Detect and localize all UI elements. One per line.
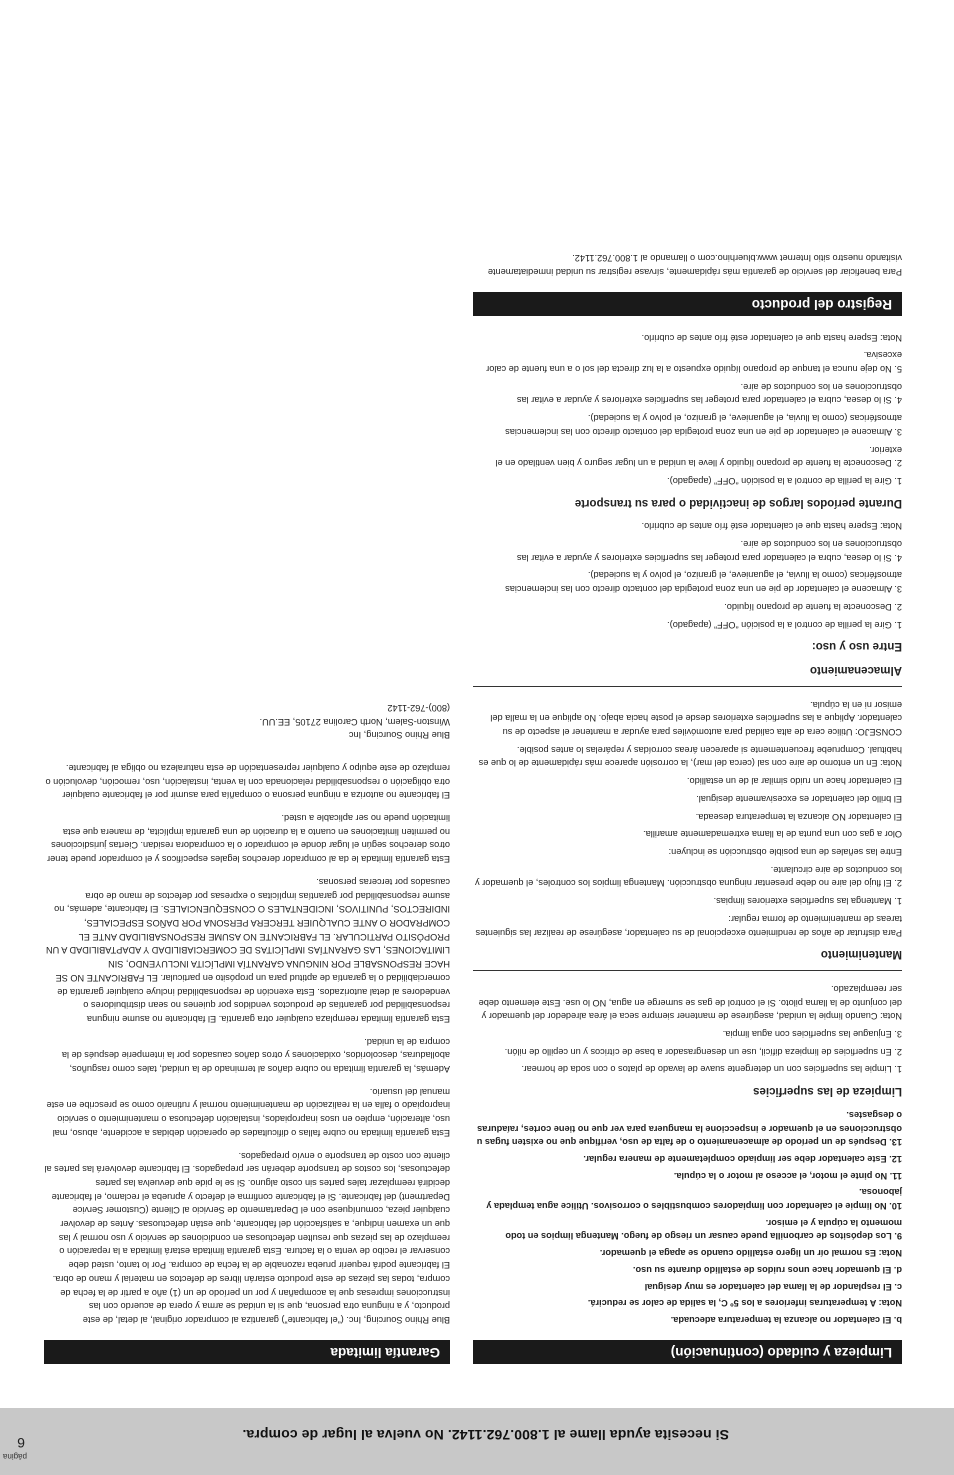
cleaning-title: Limpieza de las superficies [753, 1085, 902, 1098]
list-item: Nota: Espere hasta que el calentador esté frío antes de cubrirlo. [641, 332, 902, 343]
list-item: 1. Gire la perilla de control a la posición “OFF” (apagado). [667, 619, 902, 630]
list-item: 4. Si lo desea, cubra el calentador para proteger las superficies exteriores y ayudar a evitar las obstrucciones en los conductos de aire. [516, 381, 902, 406]
list-item: 2. Desconecte la fuente de propano líquido y lleve la unidad a un lugar seguro y bien ventilado en el exterior. [495, 444, 902, 469]
list-item: Esta garantía limitada le da al comprador derechos legales específicos y el comprador puede tener otros derechos según el lugar donde el comprador o la compradora residan. Ciertas jurisdicciones no permiten limitaciones en cuanto a la duración de una garantía implícita, de manera que esta limitación puede no ser aplicable a usted. [47, 813, 450, 865]
list-item: 1. Mantenga las superficies exteriores limpias. [713, 896, 902, 907]
list-item: 2. Desconecte la fuente de propano líquido. [724, 601, 902, 612]
list-item: 13. Después de un período de almacenamiento o de falta de uso, verifique que no existen fugas u obstrucciones en el quemador e inspeccione la manguera para ver que no tiene cortes, raíaduras o desgastes. [476, 1109, 902, 1148]
list-item: Esta garantía limitada reemplaza cualquier otra garantía. El fabricante no asume ninguna responsabilidad por garantías de productos vendidos por quienes no sean distribuidores o vendedores al detal autorizados. Esta exención de responsabilidad incluye cualquier garantía de comerciabilidad o la garantía de aptitud para un propósito en particular. EL FABRICANTE NO SE HACE RESPONSABLE POR NINGUNA GARANTÍA IMPLÍCITA INCLUYENDO, SIN LIMITACIONES, LAS GARANTÍAS IMPLÍCITAS DE COMERCIABILIDAD Y ADAPTABILIDAD A UN PROPÓSITO PARTICULAR. EL FABRICANTE NO ASUME RESPONSABILIDAD ANTE EL COMPRADOR O ANTE CUALQUIER TERCERA PERSONA POR DAÑOS ESPECIALES, INDIRECTOS, PUNITIVOS, INCIDENTALES O CONSEQUENCIALES. El fabricante, además, no asume responsabilidad por garantías implícitas o expresas por defectos de mano de obra causados por terceras personas. [45, 876, 450, 1024]
list-item: 1. Limpie las superficies con un detergente suave de lavado de platos o con soda de hornear. [521, 1064, 902, 1075]
list-item: Esta garantía limitada no cubre fallas o dificultades de operación debidas a accidente, abuso, mal uso, alteración, empleo en usos inapropiados, instalación defectuosa o mantenimiento o servicio inapropiado o falla en la realización de mantenimiento normal y rutinario como se prescribe en este manual del usuario. [46, 1086, 450, 1138]
column-care [473, 249, 902, 1364]
page-label: página [2, 1452, 27, 1461]
list-item: Nota: Es normal oír un ligero estallido cuando se apaga el quemador. [599, 1248, 902, 1259]
list-item: 12. Este calentador debe ser limpiado completamente de manera regular. [583, 1153, 902, 1164]
list-item: Blue Rhino Sourcing, Inc [348, 730, 450, 741]
long-title: Durante períodos largos de inactividad o para su transporte [574, 496, 902, 509]
long-list [473, 330, 902, 487]
care-header: Limpieza y cuidado (continuación) [473, 1340, 902, 1364]
list-item: 10. No limpie el calentador con limpiadores combustibles o corrosivos. Utilice agua templada y jabonosa. [486, 1187, 902, 1212]
list-item: Entre las señales de una posible obstrucción se incluyen: [668, 847, 902, 858]
list-item: Blue Rhino Sourcing, Inc. (“el fabricante”) garantiza al comprador original, al detal, de este producto, y a ninguna otra persona, que si la unidad se arma y opera de acuerdo con las instrucciones impresas que la acompañan y por un período de un (1) año a partir de la fecha de compra, todas las piezas de este producto estarán libres de defectos en material y mano de obra. El fabricante podrá requerir prueba razonable de la fecha de compra. Por lo tanto, usted debe conservar el recibo de venta o la factura. Esta garantía limitada estará limitada a la reparación o reemplazo de las piezas que resulten defectuosas en condiciones de servicio y uso normal y las que un examen indique, a satisfacción del fabricante, que están defectuosas. Antes de devolver cualquier pieza, comuníquese con el Departamento de Servicio al Cliente (Customer Service Department) del fabricante. Si el fabricante confirma el defecto y aprueba el reclamo, el fabricante decidirá reemplazar tales partes sin costo alguno. Si se le pide que devuelva las partes defectuosas, los costos de transporte deberán ser prepagados. El fabricante devolverá las partes al cliente con costo de transporte o envío prepagados. [44, 1150, 450, 1325]
list-item: (800)-762-1142 [387, 702, 450, 713]
list-item: El brillo del calentador es excesivamente desigual. [696, 793, 902, 804]
divider [473, 686, 902, 687]
warranty-paragraphs [44, 760, 450, 1326]
list-item: 2. En superficies de limpieza difícil, use un desengrasador a base de cítricos y un cepillo de nilón. [504, 1046, 902, 1057]
column-warranty [44, 700, 450, 1364]
list-item: 3. Almacene el calentador de pie en una zona protegida del contacto directo con las inclemencias atmosféricas (como la lluvia, el aguanieve, el granizo, el polvo y la suciedad). [505, 413, 902, 437]
list-item: d. El quemador hace unos ruidos de estallido durante su uso. [632, 1264, 902, 1275]
list-item: 3. Almacene el calentador de pie en una zona protegida del contacto directo con las inclemencias atmosféricas (como la lluvia, el aguanieve, el granizo, el polvo y la suciedad). [505, 570, 902, 595]
warranty-header: Garantía limitada [44, 1340, 450, 1364]
list-item: 4. Si lo desea, cubra el calentador para proteger las superficies exteriores y ayudar a evitar las obstrucciones en los conductos de aire. [516, 539, 902, 563]
list-item: Nota: Espere hasta que el calentador esté frío antes de cubrirlo. [641, 521, 902, 532]
storage-title: Almacenamiento [809, 663, 902, 676]
list-item: CONSEJO: Utilice cera de alta calidad para automóviles para ayudar a mantener el aspecto de su calentador. Aplique a las superficies exteriores desde el poste hacia abajo. No aplique en la malla del emisor ni en la cúpula. [490, 699, 902, 738]
registration-header: Registro del producto [473, 292, 902, 316]
between-list [473, 519, 902, 631]
list-item: Además, la garantía limitada no cubre daños al terminado de la unidad, tales como rasguños, abolladuras, descoloridos, oxidaciones y otros daños causados por la intemperie después de la compra de la unidad. [61, 1036, 450, 1075]
between-title: Entre uso y uso: [811, 640, 902, 653]
list-item: Para disfrutar de años de rendimiento excepcional de su calentador, asegúrese de realizar las siguientes tareas de mantenimiento de forma regular: [475, 913, 902, 938]
list-item: Olor a gas con una punta de la llama extremadamente amarilla. [643, 829, 902, 840]
list-item: c. El resplandor de la llama del calentador es muy desigual [644, 1281, 902, 1292]
cleaning-list [473, 981, 902, 1075]
list-item: Winston-Salem, North Carolina 27105, EE.UU. [259, 716, 450, 727]
page-number: 6 [17, 1435, 25, 1451]
footer-bar [0, 1408, 954, 1475]
list-item: 5. No deje nunca el tanque de propano líquido expuesto a la luz directa del sol o a una fuente de calor excesiva. [486, 350, 902, 375]
list-item: El fabricante no autoriza a ninguna persona o compañía para asumir por el fabricante cualquier otra obligación o responsabilidad relacionada con la venta, instalación, uso, remoción, devolución o remplazo de este equipo y cualquier representación de esta naturaleza no obliga al fabricante. [45, 762, 450, 801]
list-item: Nota: Cuando limpie la unidad, asegúrese de mantener siempre seca el área alrededor del quemador y del conjunto de la llama piloto. Si el control de gas se sumerge en agua, NO lo use. Este elemento debe ser reemplazado. [478, 983, 902, 1022]
maintenance-list [473, 697, 902, 939]
list-item: 3. Enjuague las superficies con agua limpia. [722, 1029, 902, 1040]
list-item: El calentador hace un ruido similar al de un estallido. [686, 776, 902, 787]
list-item: 11. No pinte el motor, el acceso al motor o la cúpula. [673, 1170, 902, 1181]
maintenance-title: Mantenimiento [820, 948, 902, 961]
list-item: 2. El flujo del aire no debe presentar ninguna obstrucción. Mantenga limpios los controles, el quemador y los conductos de aire circulante. [475, 864, 902, 889]
list-item: El calentador NO alcanza la temperatura deseada. [695, 811, 902, 822]
list-item: 1. Gire la perilla de control a la posición “OFF” (apagado). [667, 475, 902, 486]
list-item: 9. Los depósitos de carbonilla puede causar un riesgo de fuego. Mantenga limpios en todo momento la cúpula y el emisor. [505, 1217, 902, 1242]
help-line: Si necesita ayuda llame al 1.800.762.1142. No vuelva al lugar de compra. [242, 1427, 729, 1443]
care-bold-list [473, 1107, 902, 1326]
address-block [44, 700, 450, 741]
list-item: Nota: A temperaturas inferiores a los 5º C, la salida de calor se reducirá. [587, 1298, 902, 1309]
list-item: b. El calentador no alcanza la temperatura adecuada. [670, 1315, 902, 1325]
registration-text: Para beneficiar del servicio de garantía más rápidamente, sírvase registrar su unidad inmediatamente visitando nuestro sitio Internet www.bluerhino.com o llamando al 1.800.762.1142. [487, 253, 902, 277]
list-item: Nota: En un entorno de aire con sal (cerca del mar), la corrosión aparece más rápidamente de lo que es habitual. Compruebe frecuentemente si aparecen áreas corroídas y repárelas lo antes posible. [478, 744, 902, 769]
divider [473, 970, 902, 971]
